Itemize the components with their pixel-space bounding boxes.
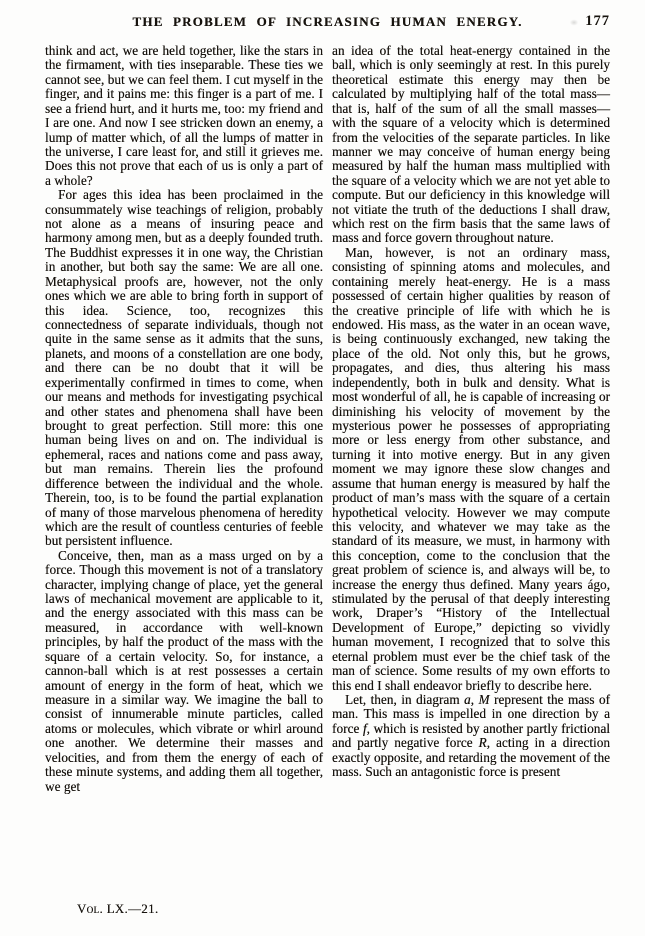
paragraph-continuation: think and act, we are held together, like the stars in the firmament, with ties inseparable. These ties we cannot see, but we can feel them. I cut myself in the finger, and it pains me: this finger is a part of me. I see a friend hurt, and it hurts me, too: my friend and I are one. And now I see stricken down an enemy, a lump of matter which, of all the lumps of matter in the universe, I care least for, and still it grieves me. Does this not prove that each of us is only a part of a whole? (45, 43, 323, 188)
paragraph-diagram (332, 693, 610, 780)
page-footer (77, 902, 159, 916)
page-number: 177 (585, 13, 610, 29)
paragraph-for-ages: For ages this idea has been proclaimed in the consummately wise teachings of religion, probably not alone as a means of insuring peace and harmony among men, but as a deeply founded truth. The Buddhist expresses it in one way, the Christian in another, but both say the same: We are all one. Metaphysical proofs are, however, not the only ones which we are able to bring forth in support of this idea. Science, too, recognizes this connectedness of separate individuals, though not quite in the same sense as it admits that the suns, planets, and moons of a constellation are one body, and there can be no doubt that it will be experimentally confirmed in times to come, when our means and methods for investigating psychical and other states and phenomena shall have been brought to great perfection. Still more: this one human being lives on and on. The individual is ephemeral, races and nations come and pass away, but man remains. Therein lies the profound difference between the individual and the whole. Therein, too, is to be found the partial explanation of many of those marvelous phenomena of heredity which are the result of countless centuries of feeble but persistent influence. (45, 187, 323, 549)
volume-signature: Vol. LX.—21. (77, 902, 159, 916)
text-segment: Let, then, in diagram (345, 691, 465, 707)
right-column (332, 44, 610, 902)
variable-a: a (464, 691, 471, 707)
text-segment: , which is resisted by another partly frictional and partly negative force (332, 720, 611, 751)
variable-m: M (478, 691, 490, 707)
scan-smudge (568, 18, 580, 27)
text-segment: , acting in a direction exactly opposite, and retarding the movement of the mass. Such an antagonistic force is present (332, 735, 610, 780)
paragraph-man-however: Man, however, is not an ordinary mass, consisting of spinning atoms and molecules, and containing merely heat-energy. He is a mass possessed of certain higher qualities by reason of the creative principle of life with which he is endowed. His mass, as the water in an ocean wave, is being continuously exchanged, new taking the place of the old. Not only this, but he grows, propagates, and dies, thus altering his mass independently, both in bulk and density. What is most wonderful of all, he is capable of increasing or diminishing his velocity of movement by the mysterious power he possesses of appropriating more or less energy from other substance, and turning it into motive energy. But in any given moment we may ignore these slow changes and assume that human energy is measured by half the product of man’s mass with the square of a certain hypothetical velocity. However we may compute this velocity, and whatever we may take as the standard of its measure, we must, in harmony with this conception, come to the conclusion that the great problem of science is, and always will be, to increase the energy thus defined. Many years ágo, stimulated by the perusal of that deeply interesting work, Draper’s “History of the Intellectual Development of Europe,” depicting so vividly human movement, I recognized that to solve this eternal problem must ever be the chief task of the man of science. Some results of my own efforts to this end I shall endeavor briefly to describe here. (332, 244, 610, 693)
page-header (45, 14, 610, 32)
running-title: THE PROBLEM OF INCREASING HUMAN ENERGY. (132, 14, 523, 29)
text-segment: , (470, 691, 479, 707)
variable-r: R (478, 735, 487, 751)
left-column (45, 44, 323, 902)
paragraph-conceive: Conceive, then, man as a mass urged on by a force. Though this movement is not of a translatory character, implying change of place, yet the general laws of mechanical movement are applicable to it, and the energy associated with this mass can be measured, in accordance with well-known principles, by half the product of the mass with the square of a certain velocity. So, for instance, a cannon-ball which is at rest possesses a certain amount of energy in the form of heat, which we measure in a similar way. We imagine the ball to consist of innumerable minute particles, called atoms or molecules, which vibrate or whirl around one another. We determine their masses and velocities, and from them the energy of each of these minute systems, and adding them all together, we get (45, 547, 323, 794)
text-columns (45, 44, 610, 902)
paragraph-heat-energy: an idea of the total heat-energy contained in the ball, which is only seemingly at rest. In this purely theoretical estimate this energy may then be calculated by multiplying half of the total mass—that is, half of the sum of all the small masses—with the square of a velocity which is determined from the velocities of the separate particles. In like manner we may conceive of human energy being measured by half the human mass multiplied with the square of a velocity which we are not yet able to compute. But our deficiency in this knowledge will not vitiate the truth of the deductions I shall draw, which rest on the firm basis that the same laws of mass and force govern throughout nature. (332, 43, 610, 246)
variable-f: f (362, 720, 367, 736)
text-segment: represent the mass of man. This mass is impelled in one direction by a force (332, 691, 610, 736)
